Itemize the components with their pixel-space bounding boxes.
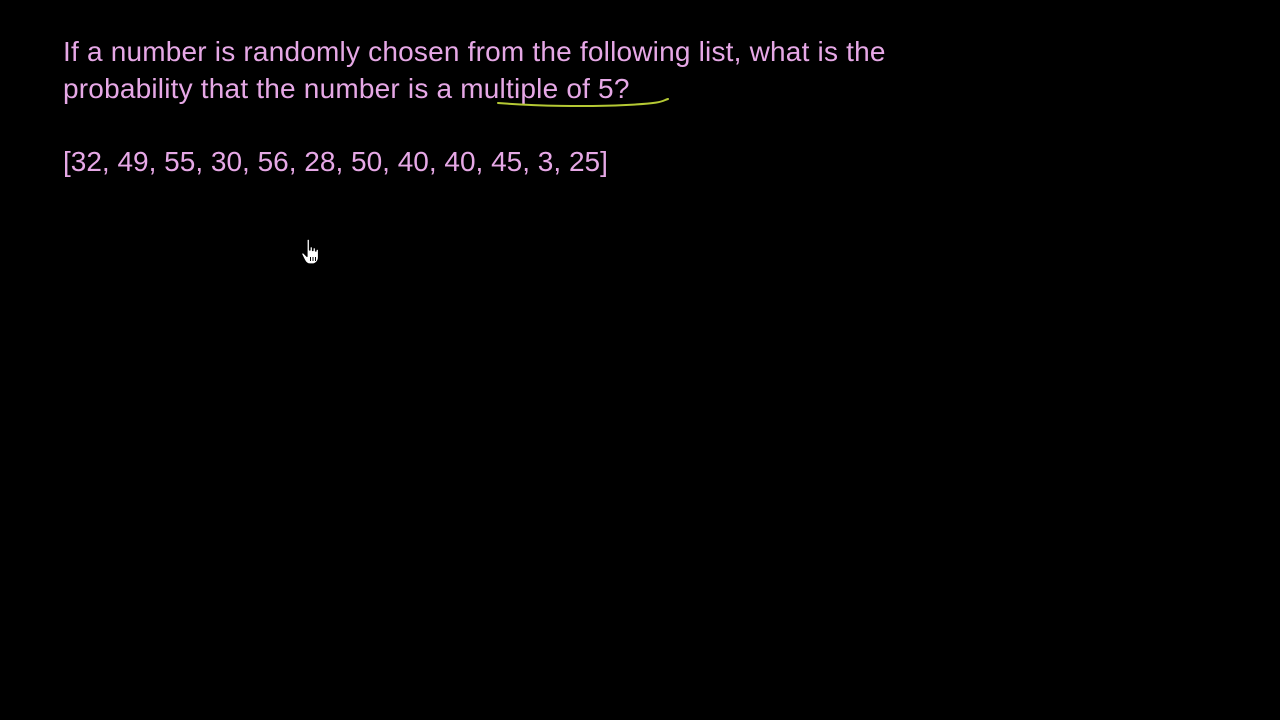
number-list: [32, 49, 55, 30, 56, 28, 50, 40, 40, 45, 3, 25]	[63, 146, 608, 177]
question-mark: ?	[613, 73, 630, 104]
question-line-2	[63, 70, 886, 107]
question-line-1: If a number is randomly chosen from the following list, what is the	[63, 36, 886, 67]
emphasized-phrase: multiple of 5	[460, 73, 614, 104]
question-line-2-start: probability that the number is a	[63, 73, 461, 104]
handwritten-underline	[496, 96, 671, 110]
question-text	[63, 33, 886, 107]
hand-pointer-icon	[300, 238, 322, 266]
